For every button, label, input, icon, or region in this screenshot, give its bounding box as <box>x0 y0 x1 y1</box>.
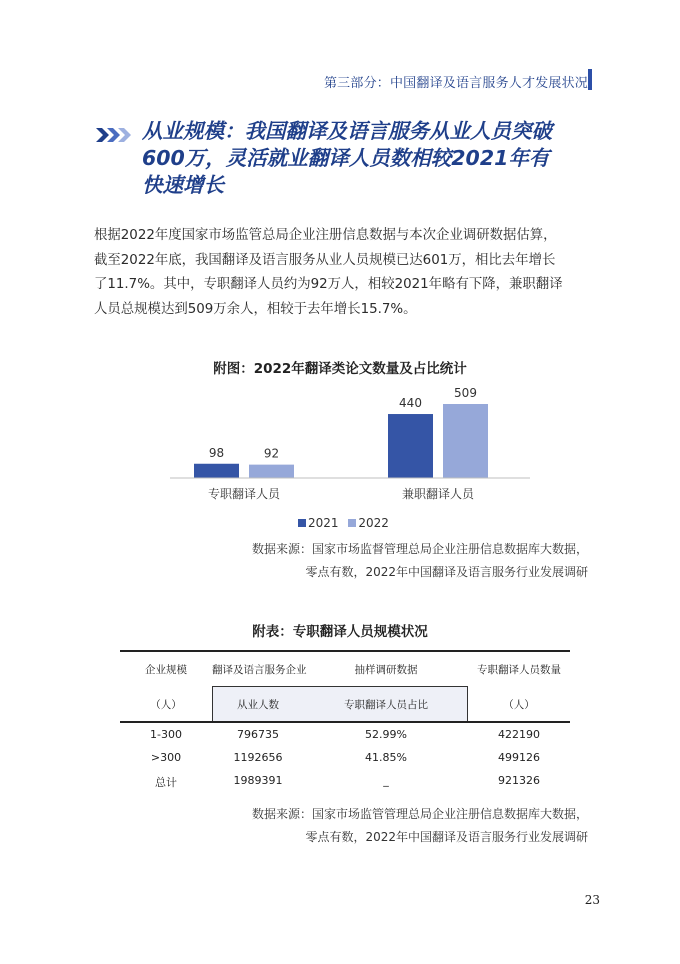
table-source-note <box>252 803 588 849</box>
table-cell: 1192656 <box>233 751 283 764</box>
source-line: 零点有数，2022年中国翻译及语言服务行业发展调研 <box>305 830 588 844</box>
chart-source-note <box>252 538 588 584</box>
header-cell: （人） <box>503 699 535 711</box>
header-cell: 专职翻译人员数量 <box>477 664 561 676</box>
table-title: 附表：专职翻译人员规模状况 <box>252 624 428 640</box>
bar-2022-专职翻译人员 <box>249 465 294 478</box>
title-line: 从业规模：我国翻译及语言服务从业人员突破 <box>142 119 552 143</box>
table-cell: 1-300 <box>150 728 182 741</box>
table-cell: 921326 <box>498 774 540 787</box>
chart-legend <box>298 516 395 530</box>
table-cell: 796735 <box>237 728 279 741</box>
bar-2021-兼职翻译人员 <box>388 414 433 478</box>
header-accent-bar <box>588 69 592 90</box>
table-cell: 499126 <box>498 751 540 764</box>
table-cell: _ <box>383 774 389 787</box>
double-chevron-icon <box>96 128 132 142</box>
legend-label: 2022 <box>358 516 389 530</box>
data-label: 92 <box>263 446 280 461</box>
paragraph-line: 截至2022年底，我国翻译及语言服务从业人员规模已达601万，相比去年增长 <box>94 252 556 268</box>
category-label: 专职翻译人员 <box>207 487 281 501</box>
table-cell: 41.85% <box>365 751 407 764</box>
bar-2021-专职翻译人员 <box>194 464 239 478</box>
header-cell: 抽样调研数据 <box>354 664 418 676</box>
data-label: 440 <box>399 396 422 411</box>
category-label: 兼职翻译人员 <box>401 487 475 501</box>
section-title <box>142 118 592 199</box>
header-cell: 从业人数 <box>237 699 279 711</box>
bar-chart <box>170 376 550 506</box>
table-cell: 总计 <box>155 776 177 789</box>
data-label: 509 <box>454 386 477 400</box>
table-cell: 1989391 <box>233 774 283 787</box>
legend-item <box>298 516 339 530</box>
header-cell: 翻译及语言服务企业 <box>212 664 307 676</box>
table-cell: 422190 <box>498 728 540 741</box>
legend-swatch <box>298 519 306 527</box>
table-top-rule <box>120 650 570 652</box>
header-cell: 专职翻译人员占比 <box>344 699 428 711</box>
legend-item <box>348 516 389 530</box>
data-label: 98 <box>208 445 225 460</box>
table-header-rule <box>120 721 570 723</box>
chart-title: 附图：2022年翻译类论文数量及占比统计 <box>213 361 467 377</box>
header-cell: 企业规模 <box>145 664 187 676</box>
source-line: 数据来源：国家市场监督管理总局企业注册信息数据库大数据， <box>251 542 588 556</box>
body-paragraph <box>94 224 594 322</box>
title-line: 600万，灵活就业翻译人员数相较2021年有 <box>142 146 550 170</box>
title-line: 快速增长 <box>142 173 224 197</box>
paragraph-line: 人员总规模达到509万余人，相较于去年增长15.7%。 <box>94 301 417 317</box>
legend-swatch <box>348 519 356 527</box>
section-header: 第三部分：中国翻译及语言服务人才发展状况 <box>323 76 588 91</box>
source-line: 数据来源：国家市场监管管理总局企业注册信息数据库大数据， <box>251 807 588 821</box>
page-number: 23 <box>584 893 600 907</box>
header-cell: （人） <box>150 699 182 711</box>
source-line: 零点有数，2022年中国翻译及语言服务行业发展调研 <box>305 565 588 579</box>
legend-label: 2021 <box>308 516 339 530</box>
bar-2022-兼职翻译人员 <box>443 404 488 478</box>
paragraph-line: 了11.7%。其中，专职翻译人员约为92万人，相较2021年略有下降，兼职翻译 <box>94 277 563 292</box>
table-cell: 52.99% <box>365 728 407 741</box>
paragraph-line: 根据2022年度国家市场监管总局企业注册信息数据与本次企业调研数据估算， <box>94 228 557 243</box>
table-cell: >300 <box>150 751 182 764</box>
